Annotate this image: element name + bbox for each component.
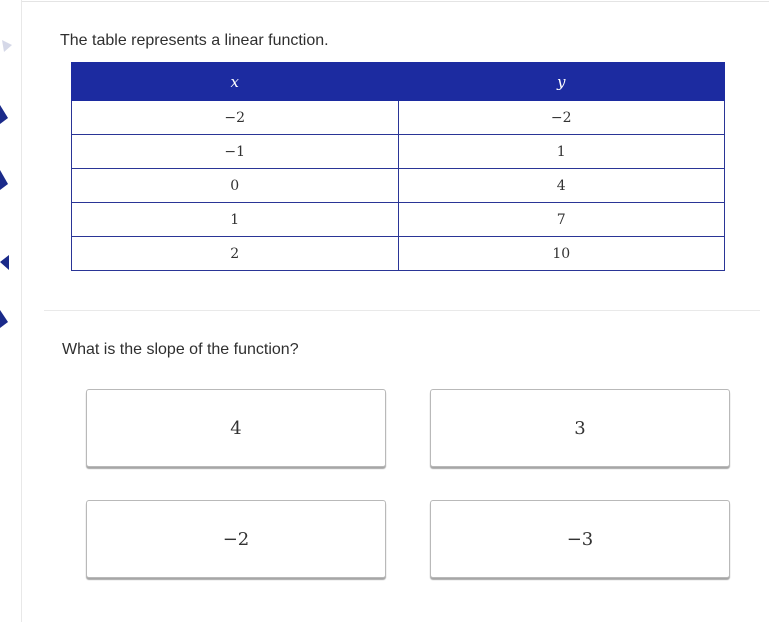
- answer-choice-label: 3: [574, 417, 586, 439]
- function-table: [71, 62, 725, 271]
- table-row: [72, 169, 725, 203]
- side-decoration: [0, 0, 21, 622]
- answer-choice-1[interactable]: [86, 389, 386, 467]
- question-text: What is the slope of the function?: [62, 341, 299, 358]
- table-row: [72, 135, 725, 169]
- answer-choice-label: 4: [230, 417, 242, 439]
- column-header-x: x: [72, 63, 399, 101]
- section-divider: [44, 310, 760, 311]
- answer-choice-label: −3: [566, 528, 594, 550]
- table-row: [72, 203, 725, 237]
- top-divider: [22, 1, 769, 2]
- answer-choice-label: −2: [222, 528, 250, 550]
- answer-choice-2[interactable]: [430, 389, 730, 467]
- table-cell: 2: [72, 237, 399, 271]
- table-cell: 1: [398, 135, 725, 169]
- table-cell: 7: [398, 203, 725, 237]
- table-header-row: [72, 63, 725, 101]
- table-cell: −2: [398, 101, 725, 135]
- side-mark: [0, 310, 8, 328]
- column-header-y: y: [398, 63, 725, 101]
- left-divider: [21, 0, 22, 622]
- table-cell: −2: [72, 101, 399, 135]
- table-row: [72, 237, 725, 271]
- table-cell: 4: [398, 169, 725, 203]
- prompt-text: The table represents a linear function.: [60, 32, 329, 49]
- side-mark: [2, 40, 12, 52]
- table-row: [72, 101, 725, 135]
- table-cell: 10: [398, 237, 725, 271]
- table-cell: 1: [72, 203, 399, 237]
- table-cell: 0: [72, 169, 399, 203]
- side-mark: [0, 255, 9, 270]
- answer-choice-4[interactable]: [430, 500, 730, 578]
- side-mark: [0, 105, 8, 124]
- side-mark: [0, 170, 8, 190]
- table-cell: −1: [72, 135, 399, 169]
- answer-choice-3[interactable]: [86, 500, 386, 578]
